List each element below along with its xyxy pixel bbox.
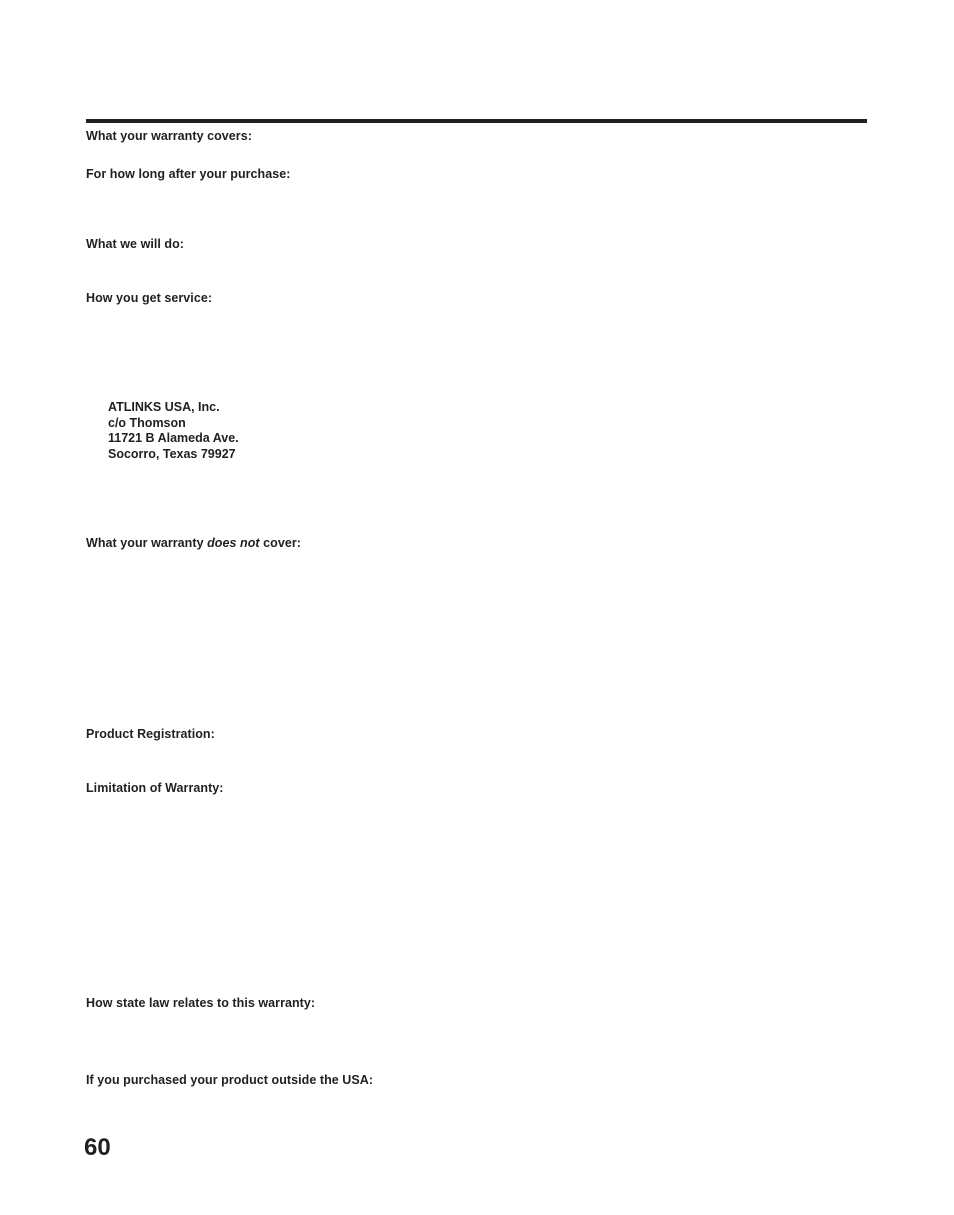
- address-line-street: 11721 B Alameda Ave.: [108, 431, 239, 446]
- address-line-company: ATLINKS USA, Inc.: [108, 400, 220, 414]
- heading-what-we-will-do: What we will do:: [86, 237, 185, 251]
- heading-limitation-of-warranty: Limitation of Warranty:: [86, 781, 224, 795]
- top-rule: [86, 119, 867, 123]
- address-line-city: Socorro, Texas 79927: [108, 447, 236, 462]
- service-address: [108, 400, 239, 463]
- heading-warranty-does-not-cover: [86, 536, 301, 551]
- page-number: 60: [84, 1134, 111, 1161]
- heading-not-cover-prefix: What your warranty: [86, 536, 208, 550]
- heading-outside-usa: If you purchased your product outside the USA:: [86, 1073, 374, 1087]
- heading-not-cover-emphasis: does not: [207, 536, 260, 550]
- address-line-care-of: c/o Thomson: [108, 415, 186, 430]
- heading-state-law: How state law relates to this warranty:: [86, 996, 316, 1010]
- heading-how-you-get-service: How you get service:: [86, 291, 213, 305]
- heading-warranty-covers: What your warranty covers:: [86, 129, 252, 143]
- heading-product-registration: Product Registration:: [86, 727, 215, 741]
- heading-not-cover-suffix: cover:: [259, 536, 301, 550]
- heading-how-long: For how long after your purchase:: [86, 167, 291, 181]
